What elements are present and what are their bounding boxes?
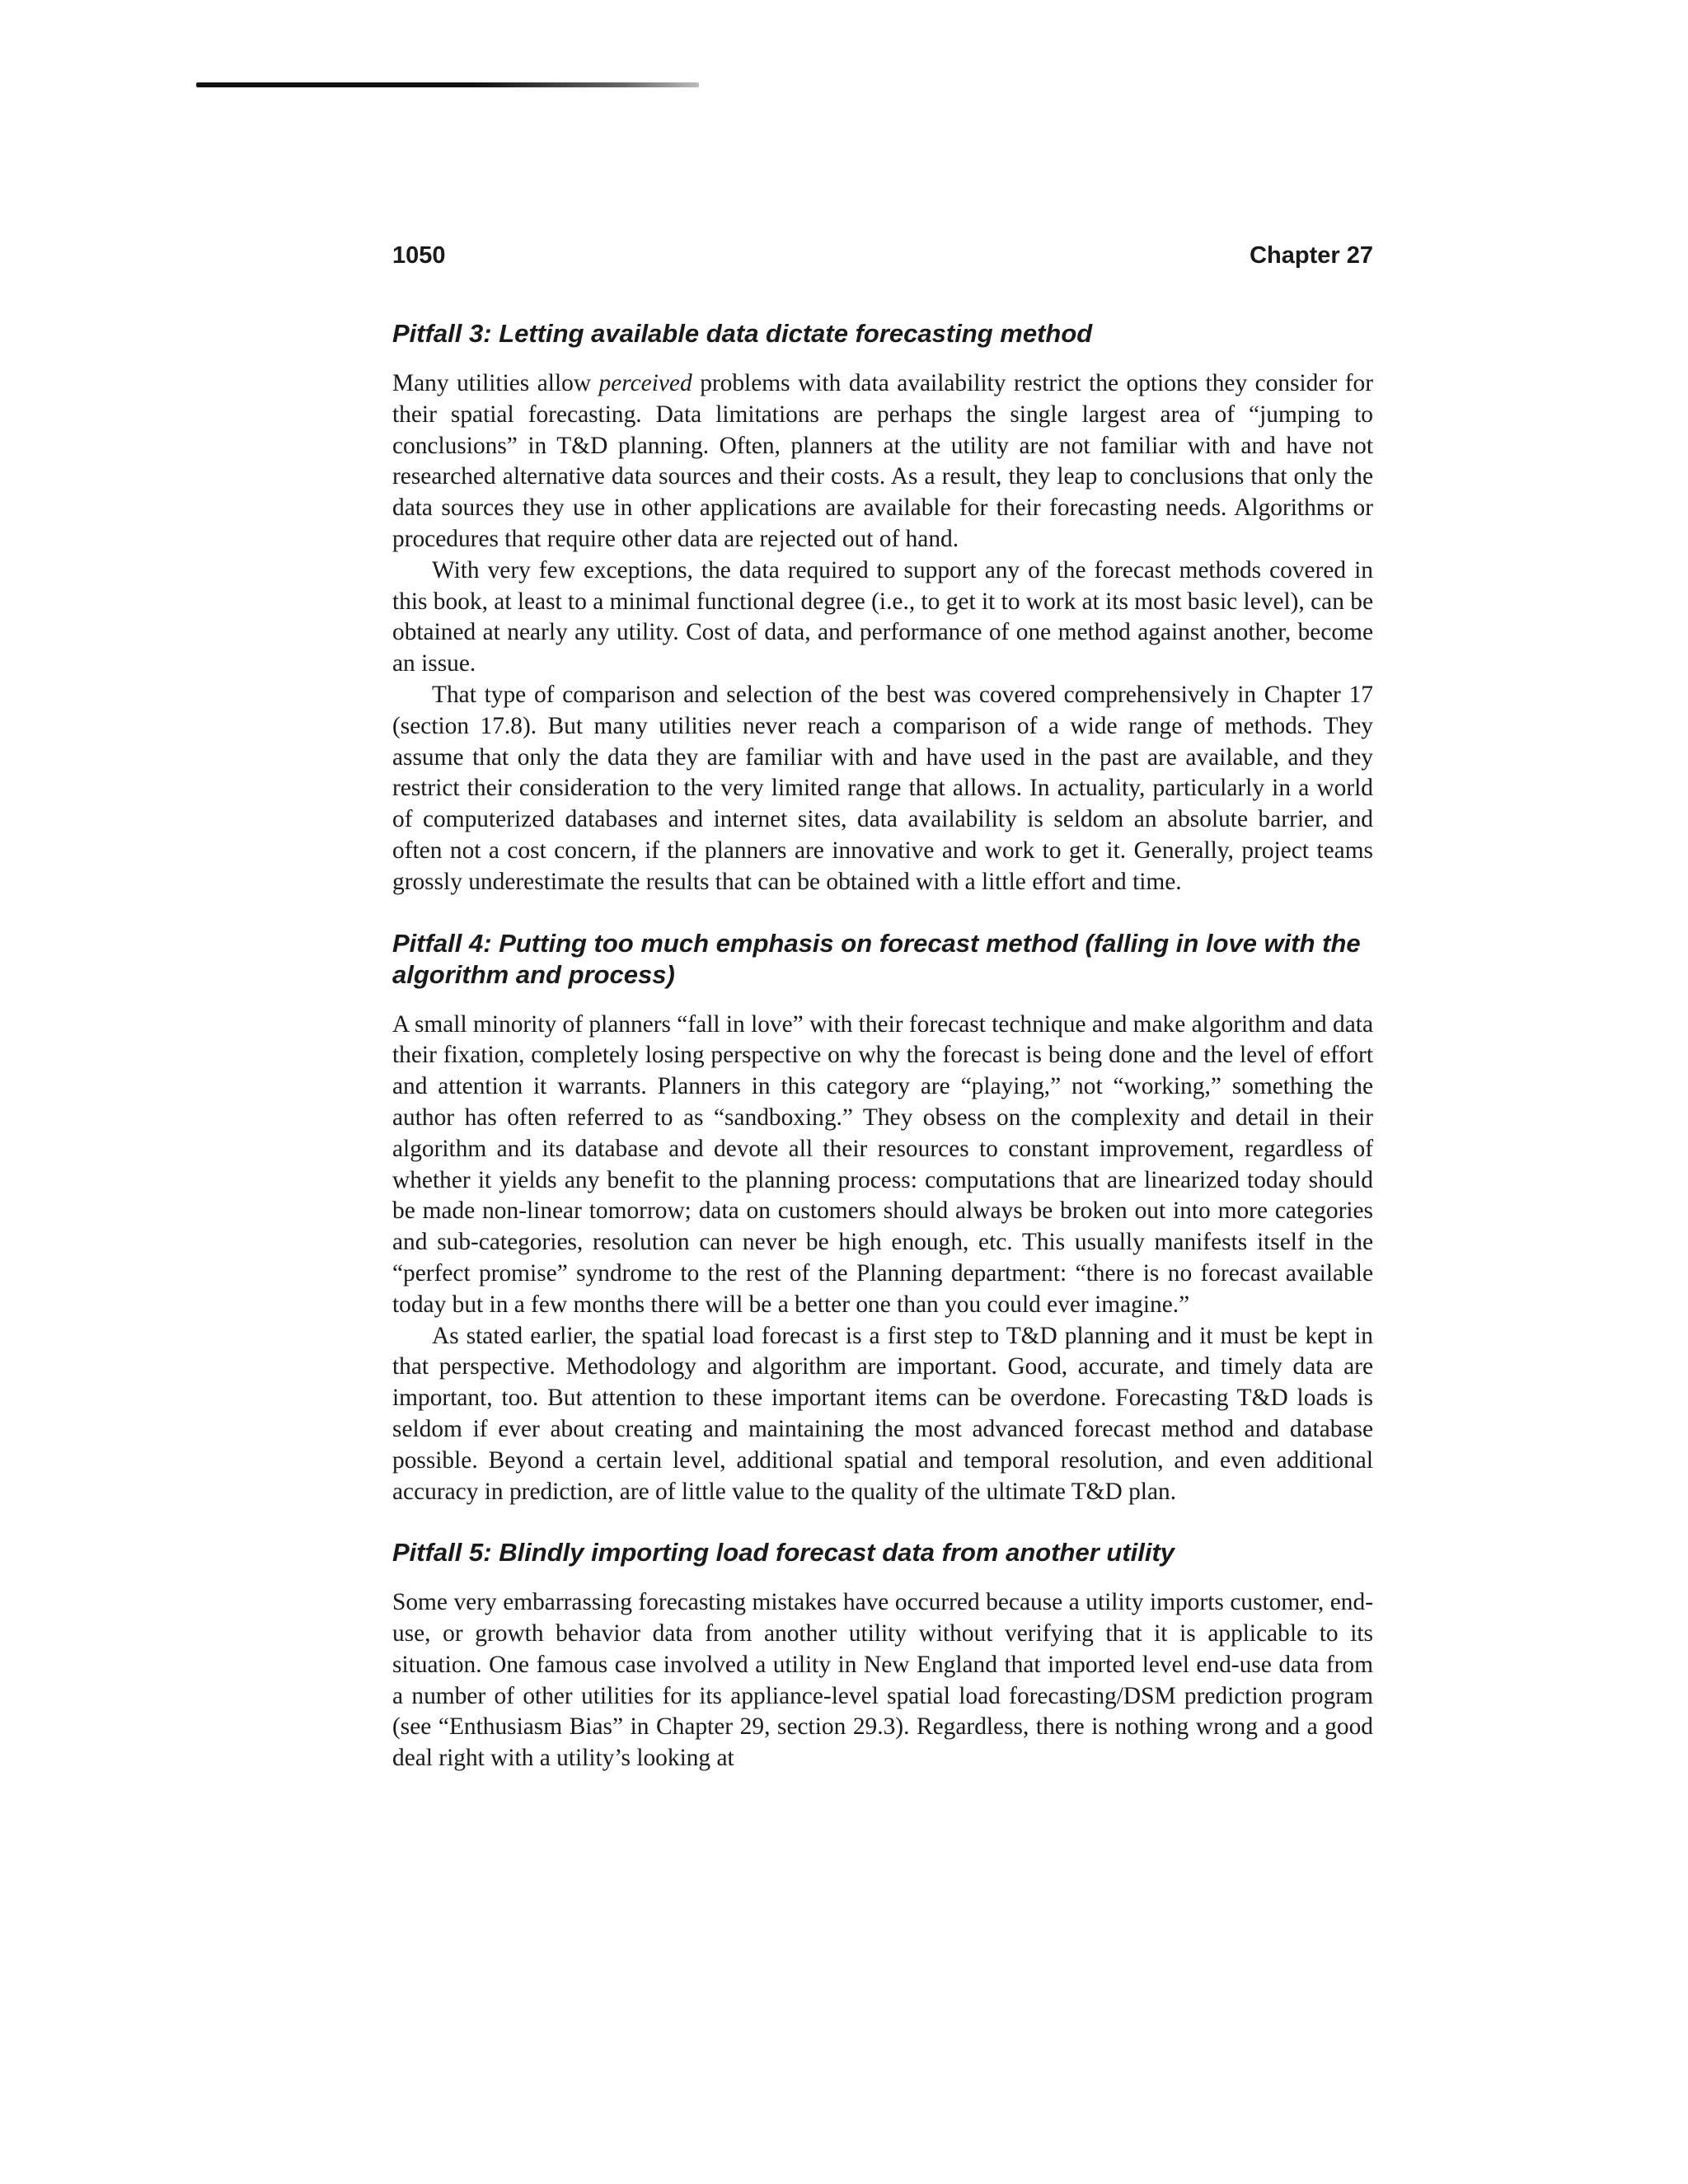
section-heading: Pitfall 4: Putting too much emphasis on forecast method (falling in love with the algorithm and process) [392,928,1361,989]
section-pitfall-5 [392,1537,1373,1774]
paragraph [392,368,1373,555]
emphasis-text: perceived [598,370,692,396]
text-run: problems with data availability restrict the options they consider for their spatial forecasting. Data limitations are perhaps the single largest area of “jumping to conclusions” in T&D planning. Often, planners at the utility are not familiar with and have not researched alternative data sources and their costs. As a result, they leap to conclusions that only the data sources they use in other applications are available for their forecasting needs. Algorithms or procedures that require other data are rejected out of hand. [392,370,1373,552]
paragraph: With very few exceptions, the data required to support any of the forecast methods covered in this book, at least to a minimal functional degree (i.e., to get it to work at its most basic level), can be obtained at nearly any utility. Cost of data, and performance of one method against another, become an issue. [392,556,1374,677]
page-number: 1050 [392,242,446,269]
paragraph: Some very embarrassing forecasting mistakes have occurred because a utility imports customer, end-use, or growth behavior data from another utility without verifying that it is applicable to its situation. One famous case involved a utility in New England that imported level end-use data from a number of other utilities for its appliance-level spatial load forecasting/DSM prediction program (see “Enthusiasm Bias” in Chapter 29, section 29.3). Regardless, there is nothing wrong and a good deal right with a utility’s looking at [392,1589,1373,1772]
paragraph: As stated earlier, the spatial load forecast is a first step to T&D planning and it must be kept in that perspective. Methodology and algorithm are important. Good, accurate, and timely data are important, too. But attention to these important items can be overdone. Forecasting T&D loads is seldom if ever about creating and maintaining the most advanced forecast method and database possible. Beyond a certain level, additional spatial and temporal resolution, and even additional accuracy in prediction, are of little value to the quality of the ultimate T&D plan. [392,1322,1373,1505]
section-heading: Pitfall 5: Blindly importing load forecast data from another utility [392,1538,1175,1568]
chapter-label: Chapter 27 [1250,242,1373,269]
section-heading: Pitfall 3: Letting available data dictate forecasting method [392,319,1093,348]
top-rule [196,82,699,87]
page-body [392,318,1373,1804]
paragraph: That type of comparison and selection of the best was covered comprehensively in Chapter 17 (section 17.8). But many utilities never reach a comparison of a wide range of methods. They assume that only the data they are familiar with and have used in the past are available, and they restrict their consideration to the very limited range that allows. In actuality, particularly in a world of computerized databases and internet sites, data availability is seldom an absolute barrier, and often not a cost concern, if the planners are innovative and work to get it. Generally, project teams grossly underestimate the results that can be obtained with a little effort and time. [392,681,1373,895]
paragraph: A small minority of planners “fall in love” with their forecast technique and make algorithm and data their fixation, completely losing perspective on why the forecast is being done and the level of effort and attention it warrants. Planners in this category are “playing,” not “working,” something the author has often referred to as “sandboxing.” They obsess on the complexity and detail in their algorithm and its database and devote all their resources to constant improvement, regardless of whether it yields any benefit to the planning process: computations that are linearized today should be made non-linear tomorrow; data on customers should always be broken out into more categories and sub-categories, resolution can never be high enough, etc. This usually manifests itself in the “perfect promise” syndrome to the rest of the Planning department: “there is no forecast available today but in a few months there will be a better one than you could ever imagine.” [392,1010,1373,1318]
section-pitfall-4 [392,928,1373,1508]
text-run: Many utilities allow [392,370,599,396]
section-pitfall-3 [392,318,1373,898]
running-head [392,241,1373,270]
